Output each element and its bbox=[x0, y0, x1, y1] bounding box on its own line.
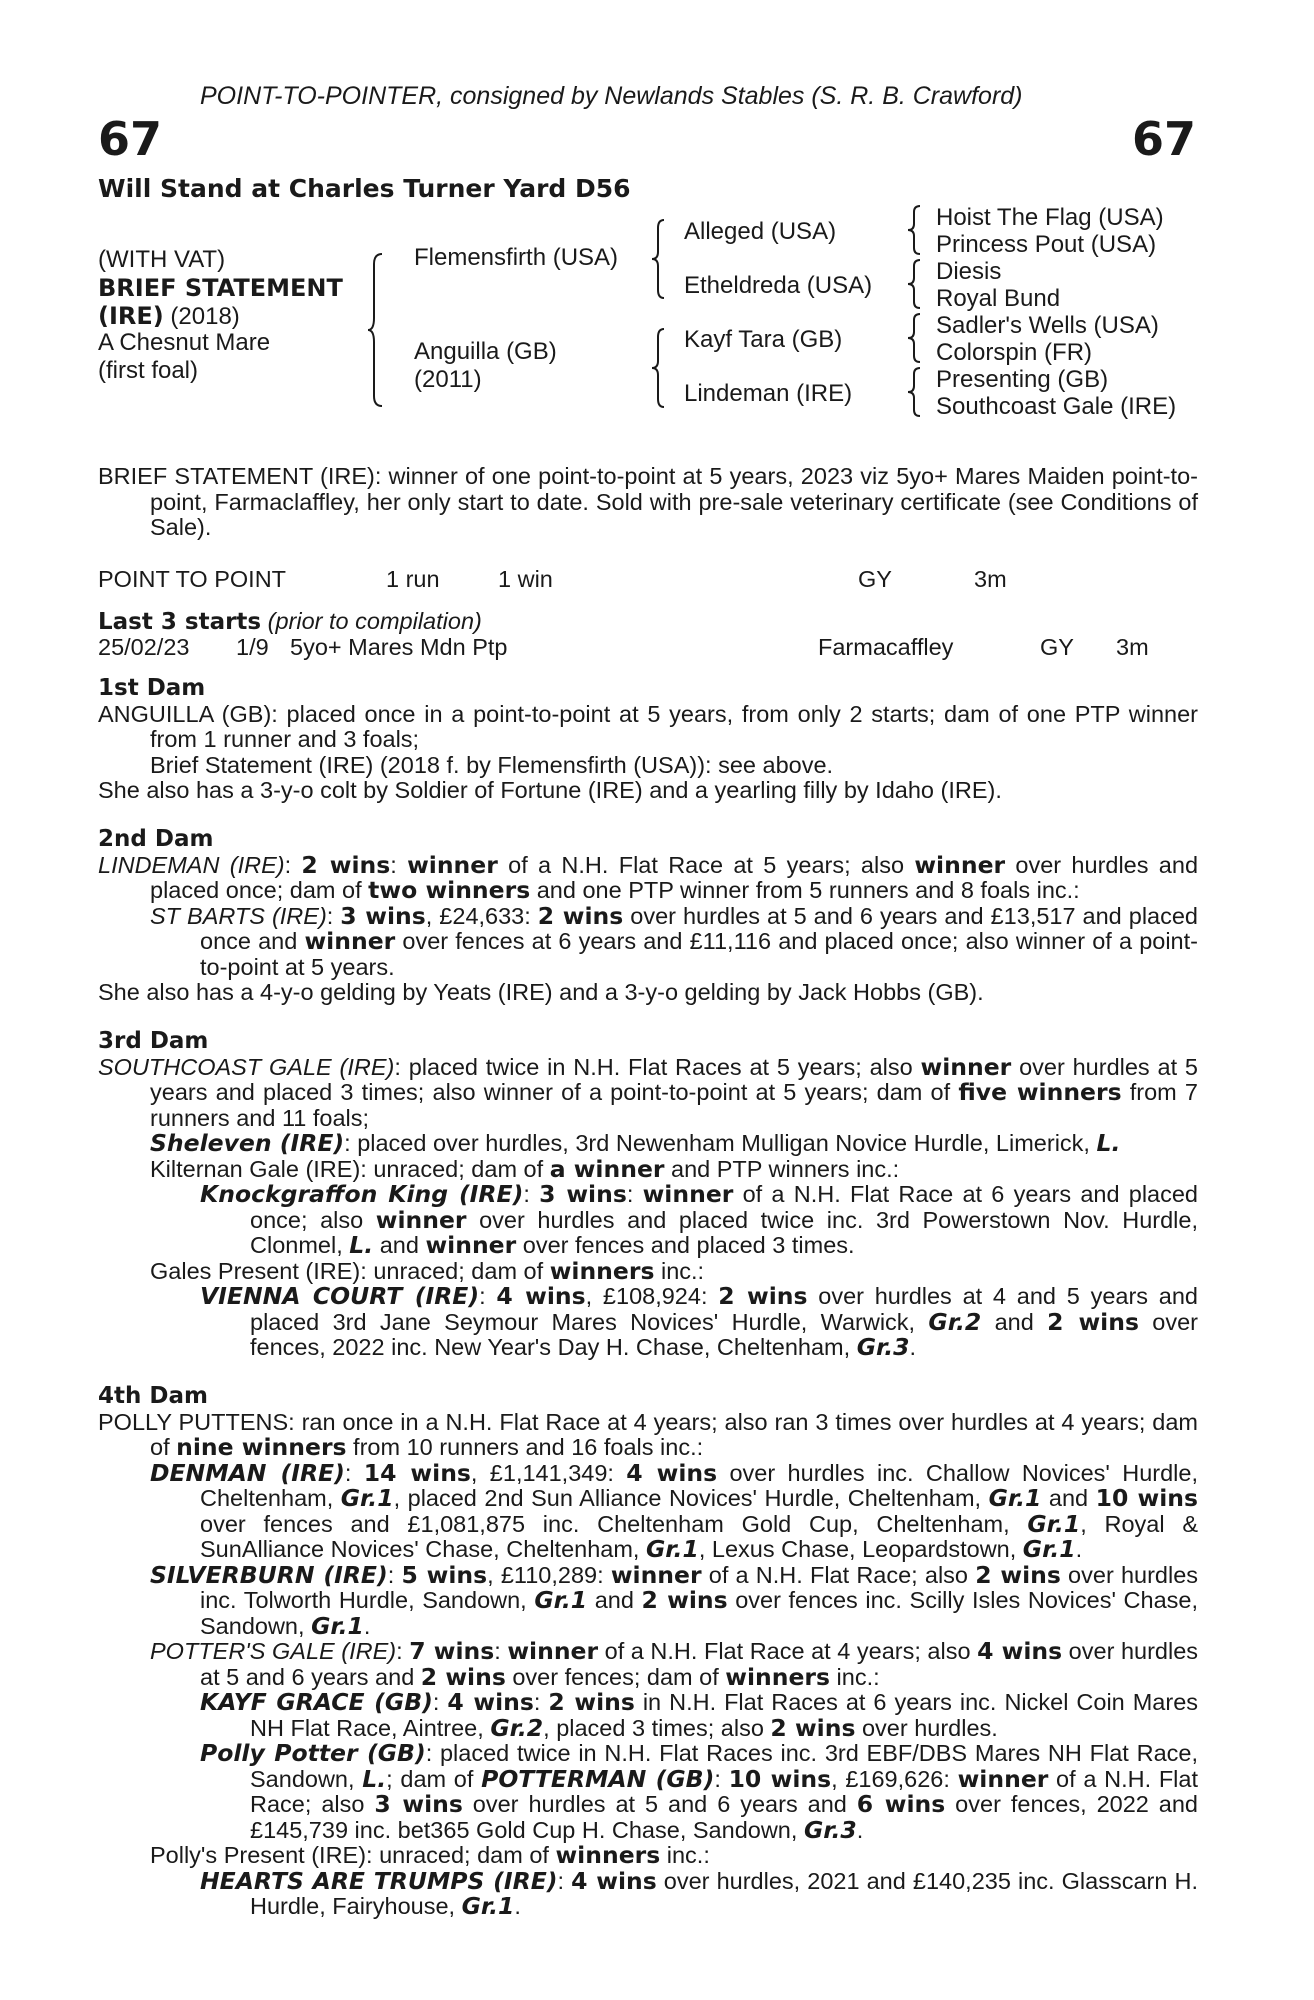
first-dam-note: She also has a 3-y-o colt by Soldier of Fortune (IRE) and a yearling filly by Idaho (IRE). bbox=[98, 777, 1002, 803]
sire: Flemensfirth (USA) bbox=[414, 244, 619, 271]
brace-g3 bbox=[906, 312, 928, 364]
brace-g4 bbox=[906, 366, 928, 418]
silverburn-entry: SILVERBURN (IRE): 5 wins, £110,289: winner of a N.H. Flat Race; also 2 wins over hurdles inc. Tolworth Hurdle, Sandown, Gr.1 and 2 wins over fences inc. Scilly Isles Novices' Chase, Sandown, Gr.1. bbox=[150, 1560, 1199, 1640]
st-barts-entry: ST BARTS (IRE): 3 wins, £24,633: 2 wins over hurdles at 5 and 6 years and £13,517 and placed once and winner over fences at 6 years and £11,116 and placed once; also winner of a point-to-point at 5 years. bbox=[150, 901, 1198, 980]
record-distance: 3m bbox=[974, 566, 1007, 592]
start-course: Farmacaffley bbox=[818, 634, 954, 660]
gales-present-entry: Gales Present (IRE): unraced; dam of winners inc.: bbox=[150, 1256, 705, 1285]
second-dam-text: LINDEMAN (IRE): 2 wins: winner of a N.H. Flat Race at 5 years; also winner over hurdles and placed once; dam of two winners and one PTP winner from 5 runners and 8 foals inc.: bbox=[98, 850, 1199, 904]
horse-description: A Chesnut Mare bbox=[98, 329, 271, 356]
start-distance: 3m bbox=[1116, 634, 1149, 660]
dam-sire: Kayf Tara (GB) bbox=[684, 326, 843, 353]
knockgraffon-king-entry: Knockgraffon King (IRE): 3 wins: winner of a N.H. Flat Race at 6 years and placed once; also winner over hurdles and placed twice inc. 3rd Powerstown Nov. Hurdle, Clonmel, L. and winner over fences and placed 3 times. bbox=[200, 1180, 1199, 1259]
third-dam-text: SOUTHCOAST GALE (IRE): placed twice in N.H. Flat Races at 5 years; also winner over hurdles at 5 years and placed 3 times; also winner of a point-to-point at 5 years; dam of five winners from 7 runners and 11 foals; bbox=[98, 1052, 1198, 1131]
horse-name: BRIEF STATEMENT bbox=[98, 274, 343, 302]
g-sire-line-4: Royal Bund bbox=[936, 285, 1061, 312]
fourth-dam-section bbox=[98, 1384, 1198, 1920]
vienna-court-entry: VIENNA COURT (IRE): 4 wins, £108,924: 2 wins over hurdles at 4 and 5 years and placed 3rd Jane Seymour Mares Novices' Hurdle, Warwick, Gr.2 and 2 wins over fences, 2022 inc. New Year's Day H. Chase, Cheltenham, Gr.3. bbox=[200, 1282, 1199, 1361]
foal-note: (first foal) bbox=[98, 357, 199, 384]
vat-note: (WITH VAT) bbox=[98, 246, 226, 273]
fourth-dam-text: POLLY PUTTENS: ran once in a N.H. Flat Race at 4 years; also ran 3 times over hurdles at 4 years; dam of nine winners from 10 runners and 16 foals inc.: bbox=[98, 1408, 1198, 1461]
first-dam-produce: Brief Statement (IRE) (2018 f. by Flemensfirth (USA)): see above. bbox=[150, 751, 834, 778]
kilternan-gale-entry: Kilternan Gale (IRE): unraced; dam of a winner and PTP winners inc.: bbox=[150, 1154, 900, 1183]
sheleven-entry: Sheleven (IRE): placed over hurdles, 3rd Newenham Mulligan Novice Hurdle, Limerick, L. bbox=[150, 1129, 1121, 1157]
summary-paragraph: BRIEF STATEMENT (IRE): winner of one point-to-point at 5 years, 2023 viz 5yo+ Mares Maiden point-to-point, Farmaclaffley, her only start to date. Sold with pre-sale veterinary certificate (see Conditions of Sale). bbox=[98, 463, 1198, 540]
first-dam-text: ANGUILLA (GB): placed once in a point-to-point at 5 years, from only 2 starts; dam of one PTP winner from 1 runner and 3 foals; bbox=[98, 700, 1198, 752]
g-sire-line-2: Princess Pout (USA) bbox=[936, 231, 1157, 258]
second-dam-heading: 2nd Dam bbox=[98, 826, 214, 852]
horse-name-line2: (IRE) (2018) bbox=[98, 302, 240, 330]
dam-dam: Lindeman (IRE) bbox=[684, 380, 853, 407]
pollys-present-entry: Polly's Present (IRE): unraced; dam of winners inc.: bbox=[150, 1841, 710, 1869]
first-dam-section bbox=[98, 676, 1198, 804]
first-dam-heading: 1st Dam bbox=[98, 675, 206, 701]
second-dam-note: She also has a 4-y-o gelding by Yeats (IRE) and a 3-y-o gelding by Jack Hobbs (GB). bbox=[98, 979, 984, 1005]
second-dam-section bbox=[98, 827, 1198, 1006]
brace-sire-dam bbox=[368, 250, 398, 410]
lot-number-right: 67 bbox=[1131, 112, 1196, 166]
polly-potter-entry: Polly Potter (GB): placed twice in N.H. Flat Races inc. 3rd EBF/DBS Mares NH Flat Race, Sandown, L.; dam of POTTERMAN (GB): 10 wins, £169,626: winner of a N.H. Flat Race; also 3 wins over hurdles at 5 and 6 years and 6 wins over fences, 2022 and £145,739 inc. bet365 Gold Cup H. Chase, Sandown, Gr.3. bbox=[200, 1739, 1199, 1844]
sire-sire: Alleged (USA) bbox=[684, 218, 837, 245]
brace-g2 bbox=[906, 258, 928, 310]
record-going: GY bbox=[858, 566, 892, 592]
fourth-dam-heading: 4th Dam bbox=[98, 1383, 208, 1409]
record-wins: 1 win bbox=[498, 566, 553, 592]
g-dam-line-4: Southcoast Gale (IRE) bbox=[936, 393, 1177, 420]
dam: Anguilla (GB) bbox=[414, 338, 557, 365]
start-date: 25/02/23 bbox=[98, 634, 190, 660]
potters-gale-entry: POTTER'S GALE (IRE): 7 wins: winner of a N.H. Flat Race at 4 years; also 4 wins over hurdles at 5 and 6 years and 2 wins over fences; dam of winners inc.: bbox=[150, 1637, 1199, 1691]
brace-dam-parents bbox=[650, 327, 674, 409]
dam-year: (2011) bbox=[414, 366, 482, 393]
denman-entry: DENMAN (IRE): 14 wins, £1,141,349: 4 wins over hurdles inc. Challow Novices' Hurdle, Cheltenham, Gr.1, placed 2nd Sun Alliance Novices' Hurdle, Cheltenham, Gr.1 and 10 wins over fences and £1,081,875 inc. Cheltenham Gold Cup, Cheltenham, Gr.1, Royal & SunAlliance Novices' Chase, Cheltenham, Gr.1, Lexus Chase, Leopardstown, Gr.1. bbox=[150, 1458, 1199, 1563]
g-dam-line-3: Presenting (GB) bbox=[936, 366, 1109, 393]
last-starts-heading: Last 3 starts (prior to compilation) bbox=[98, 608, 482, 635]
stand-location: Will Stand at Charles Turner Yard D56 bbox=[98, 174, 631, 203]
g-dam-line-1: Sadler's Wells (USA) bbox=[936, 312, 1159, 339]
consignor-title: POINT-TO-POINTER, consigned by Newlands Stables (S. R. B. Crawford) bbox=[200, 82, 1023, 110]
record-runs: 1 run bbox=[386, 566, 440, 592]
lot-number-left: 67 bbox=[98, 112, 163, 166]
g-sire-line-3: Diesis bbox=[936, 258, 1002, 285]
brace-g1 bbox=[906, 204, 928, 256]
brace-sire-parents bbox=[650, 218, 674, 300]
kayf-grace-entry: KAYF GRACE (GB): 4 wins: 2 wins in N.H. Flat Races at 6 years inc. Nickel Coin Mares NH Flat Race, Aintree, Gr.2, placed 3 times; also 2 wins over hurdles. bbox=[200, 1688, 1199, 1742]
third-dam-section bbox=[98, 1029, 1198, 1361]
record-label: POINT TO POINT bbox=[98, 566, 287, 592]
hearts-are-trumps-entry: HEARTS ARE TRUMPS (IRE): 4 wins over hurdles, 2021 and £140,235 inc. Glasscarn H. Hurdle, Fairyhouse, Gr.1. bbox=[200, 1866, 1198, 1920]
start-race: 5yo+ Mares Mdn Ptp bbox=[290, 634, 508, 660]
start-going: GY bbox=[1040, 634, 1074, 660]
g-dam-line-2: Colorspin (FR) bbox=[936, 339, 1093, 366]
g-sire-line-1: Hoist The Flag (USA) bbox=[936, 204, 1164, 231]
start-position: 1/9 bbox=[236, 634, 269, 660]
third-dam-heading: 3rd Dam bbox=[98, 1028, 209, 1054]
sire-dam: Etheldreda (USA) bbox=[684, 272, 873, 299]
